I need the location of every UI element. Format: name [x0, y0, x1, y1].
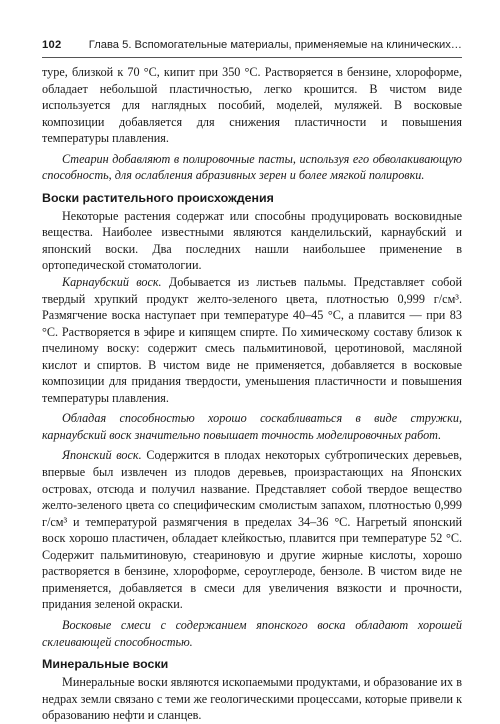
chapter-title: Глава 5. Вспомогательные материалы, применяемые на клинических… [88, 39, 462, 51]
paragraph-stearin-properties: туре, близкой к 70 °С, кипит при 350 °С. Растворяется в бензине, хлороформе, обладает небольшой пластичностью, легко крошится. В чистом виде используется для наглядных пособий, моделей, муляжей. В восковые композиции добавляется для снижения пластичности и повышения температуры плавления. [42, 65, 462, 146]
term-carnauba-wax: Карнаубский воск. [62, 275, 162, 290]
section-heading-plant-waxes: Воски растительного происхождения [42, 190, 274, 205]
section-heading-mineral-waxes: Минеральные воски [42, 657, 169, 672]
paragraph-plant-waxes-intro: Некоторые растения содержат или способны продуцировать восковидные вещества. Наиболее известными являются канделильский, карнаубский и японский воски. Два последних нашли наибольшее применение в ортопедической стоматологии. [42, 208, 462, 273]
carnauba-wax-text: Добывается из листьев пальмы. Представляет собой твердый хрупкий продукт желто-зеленого цвета, плотностью 0,999 г/см³. Размягчение воска наступает при температуре 40–45 °С, а плавится — при 83 °С. Растворяется в эфире и кипящем спирте. По химическому составу близок к пчелиному воску: содержит смесь пальмитиновой, церотиновой, масляной кислот и спиртов. В чистом виде не применяется, добавляется в восковые композиции для придания твердости, уменьшения пластичности и повышения температуры плавления. [42, 275, 462, 405]
japan-wax-text: Содержится в плодах некоторых субтропических деревьев, впервые был извлечен из плодов деревьев, произрастающих на Японских островах, отсюда и получил название. Представляет собой твердое вещество желто-зеленого цвета со специфическим смолистым запахом, плотностью 0,999 г/см³ и температурой размягчения в пределах 34–36 °С. Нагретый японский воск хорошо пластичен, обладает клейкостью, плавится при температуре 52 °С. Содержит пальмитиновую, стеариновую и другие жирные кислоты, хорошо растворяется в бензине, хлороформе, сероуглероде, бензоле. В чистом виде не применяется, добавляется в смеси для увеличения вязкости и прочности, придания зеленой окраски. [42, 448, 462, 612]
paragraph-mineral-waxes: Минеральные воски являются ископаемыми продуктами, и образование их в недрах земли связано с теми же геологическими процессами, которые привели к образованию нефти и сланцев. [42, 675, 462, 723]
term-japan-wax: Японский воск. [62, 448, 142, 463]
note-japan-wax: Восковые смеси с содержанием японского воска обладают хорошей склеивающей способностью. [42, 617, 462, 649]
paragraph-japan-wax [42, 447, 462, 612]
running-header [42, 38, 462, 58]
note-carnauba: Обладая способностью хорошо соскабливаться в виде стружки, карнаубский воск значительно повышает точность моделировочных работ. [42, 411, 462, 442]
page-number: 102 [42, 39, 62, 51]
paragraph-carnauba-wax [42, 274, 462, 406]
note-stearin: Стеарин добавляют в полировочные пасты, используя его обволакивающую способность, для ослабления абразивных зерен и более мягкой полировки. [42, 151, 462, 183]
